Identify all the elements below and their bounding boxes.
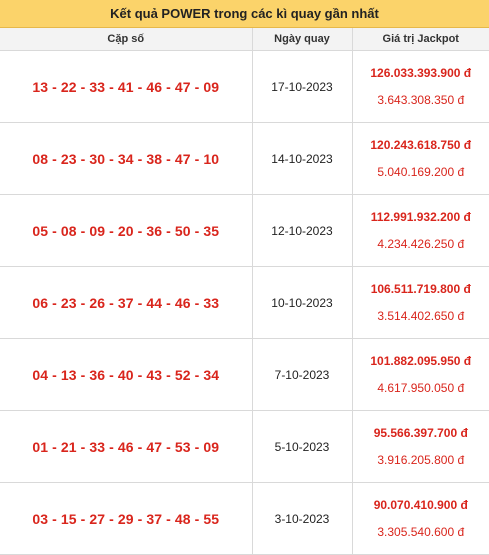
jackpot-cell: [352, 483, 489, 555]
jackpot-cell: [352, 267, 489, 339]
column-header-jackpot: Giá trị Jackpot: [352, 28, 489, 51]
results-table: [0, 28, 489, 555]
jackpot-1-value: 101.882.095.950 đ: [353, 354, 489, 368]
winning-numbers: 13 - 22 - 33 - 41 - 46 - 47 - 09: [0, 51, 252, 123]
winning-numbers: 04 - 13 - 36 - 40 - 43 - 52 - 34: [0, 339, 252, 411]
jackpot-2-value: 3.916.205.800 đ: [353, 453, 489, 467]
jackpot-1-value: 95.566.397.700 đ: [353, 426, 489, 440]
jackpot-1-value: 120.243.618.750 đ: [353, 138, 489, 152]
jackpot-cell: [352, 51, 489, 123]
table-row: [0, 267, 489, 339]
winning-numbers: 01 - 21 - 33 - 46 - 47 - 53 - 09: [0, 411, 252, 483]
jackpot-cell: [352, 195, 489, 267]
jackpot-2-value: 3.514.402.650 đ: [353, 309, 489, 323]
winning-numbers: 05 - 08 - 09 - 20 - 36 - 50 - 35: [0, 195, 252, 267]
draw-date: 7-10-2023: [252, 339, 352, 411]
draw-date: 3-10-2023: [252, 483, 352, 555]
jackpot-cell: [352, 339, 489, 411]
table-row: [0, 483, 489, 555]
winning-numbers: 08 - 23 - 30 - 34 - 38 - 47 - 10: [0, 123, 252, 195]
jackpot-2-value: 3.643.308.350 đ: [353, 93, 489, 107]
jackpot-1-value: 126.033.393.900 đ: [353, 66, 489, 80]
jackpot-2-value: 3.305.540.600 đ: [353, 525, 489, 539]
jackpot-2-value: 4.234.426.250 đ: [353, 237, 489, 251]
column-header-date: Ngày quay: [252, 28, 352, 51]
table-header-row: [0, 28, 489, 51]
jackpot-cell: [352, 123, 489, 195]
table-row: [0, 51, 489, 123]
draw-date: 5-10-2023: [252, 411, 352, 483]
winning-numbers: 06 - 23 - 26 - 37 - 44 - 46 - 33: [0, 267, 252, 339]
jackpot-1-value: 106.511.719.800 đ: [353, 282, 489, 296]
winning-numbers: 03 - 15 - 27 - 29 - 37 - 48 - 55: [0, 483, 252, 555]
draw-date: 17-10-2023: [252, 51, 352, 123]
column-header-numbers: Cặp số: [0, 28, 252, 51]
jackpot-1-value: 90.070.410.900 đ: [353, 498, 489, 512]
panel-title: Kết quả POWER trong các kì quay gần nhất: [0, 0, 489, 28]
draw-date: 12-10-2023: [252, 195, 352, 267]
table-row: [0, 339, 489, 411]
jackpot-2-value: 5.040.169.200 đ: [353, 165, 489, 179]
table-row: [0, 195, 489, 267]
draw-date: 10-10-2023: [252, 267, 352, 339]
jackpot-1-value: 112.991.932.200 đ: [353, 210, 489, 224]
table-row: [0, 123, 489, 195]
table-row: [0, 411, 489, 483]
jackpot-cell: [352, 411, 489, 483]
jackpot-2-value: 4.617.950.050 đ: [353, 381, 489, 395]
draw-date: 14-10-2023: [252, 123, 352, 195]
